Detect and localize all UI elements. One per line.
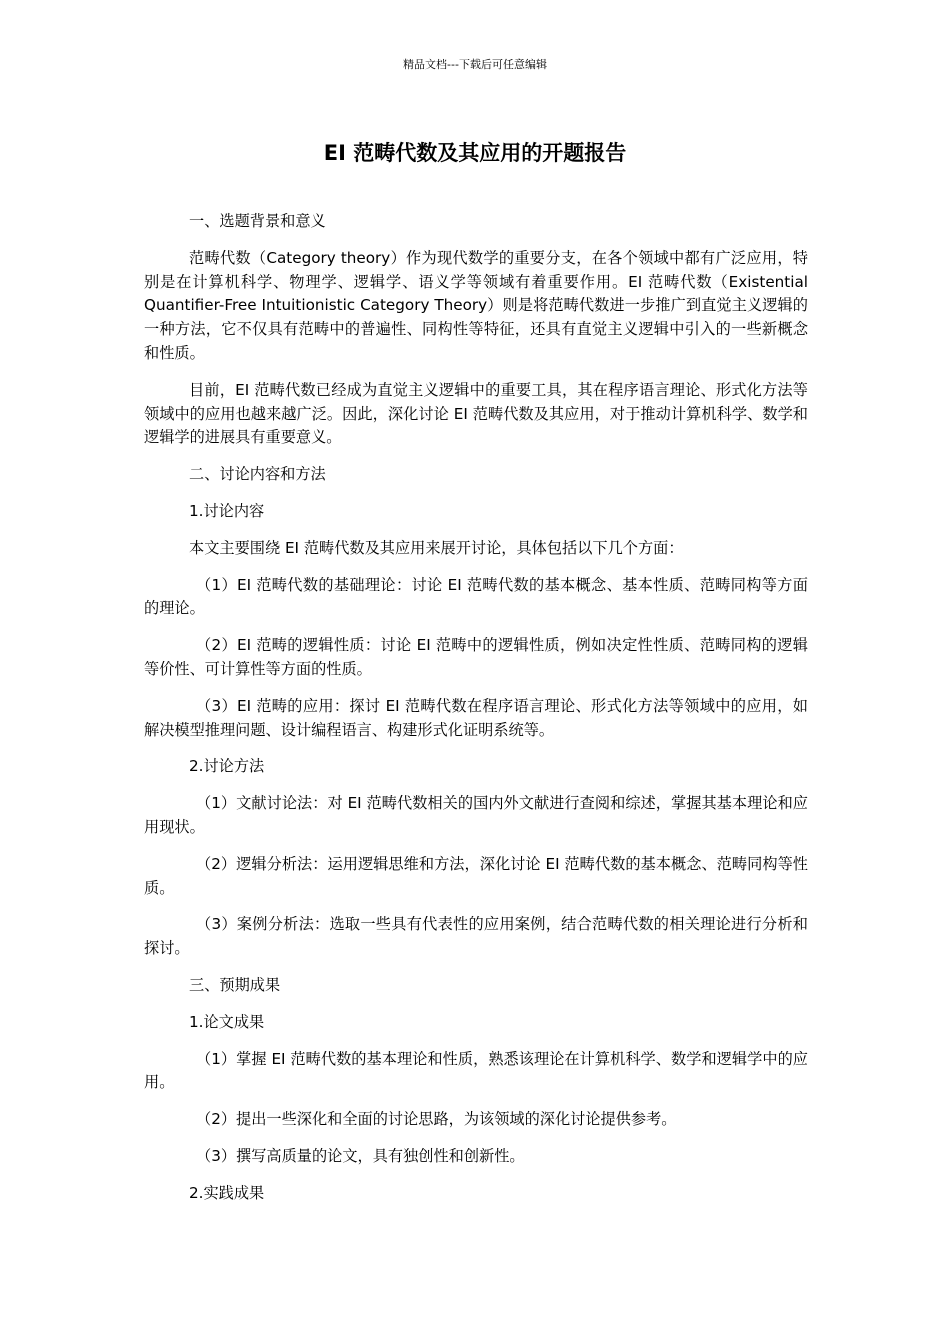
list-item-method-2: （2）逻辑分析法：运用逻辑思维和方法，深化讨论 EI 范畴代数的基本概念、范畴同构等性质。 [144,854,808,897]
subheading-paper-results: 1.论文成果 [189,1012,265,1031]
document-title: EI 范畴代数及其应用的开题报告 [323,141,627,165]
subheading-practice-results: 2.实践成果 [189,1183,265,1202]
document-body [144,210,808,1219]
list-item-content-2: （2）EI 范畴的逻辑性质：讨论 EI 范畴中的逻辑性质，例如决定性性质、范畴同构的逻辑等价性、可计算性等方面的性质。 [144,636,808,678]
list-item-method-3: （3）案例分析法：选取一些具有代表性的应用案例，结合范畴代数的相关理论进行分析和探讨。 [144,915,808,958]
paragraph-content-intro: 本文主要围绕 EI 范畴代数及其应用来展开讨论，具体包括以下几个方面： [189,538,684,557]
list-item-method-1: （1）文献讨论法：对 EI 范畴代数相关的国内外文献进行查阅和综述，掌握其基本理论和应用现状。 [144,794,808,836]
paragraph-background-1: 范畴代数（Category theory）作为现代数学的重要分支，在各个领域中都有广泛应用，特别是在计算机科学、物理学、逻辑学、语义学等领域有着重要作用。EI 范畴代数（Existential Quantifier-Free Intuitionistic Category Theory）则是将范畴代数进一步推广到直觉主义逻辑的一种方法，它不仅具有范畴中的普遍性、同构性等特征，还具有直觉主义逻辑中引入的一些新概念和性质。 [144,248,808,362]
header-note: 精品文档---下载后可任意编辑 [403,58,547,71]
section-heading-expected-results: 三、预期成果 [189,975,281,994]
list-item-result-1: （1）掌握 EI 范畴代数的基本理论和性质，熟悉该理论在计算机科学、数学和逻辑学中的应用。 [144,1049,808,1092]
paragraph-background-2: 目前，EI 范畴代数已经成为直觉主义逻辑中的重要工具，其在程序语言理论、形式化方法等领域中的应用也越来越广泛。因此，深化讨论 EI 范畴代数及其应用，对于推动计算机科学、数学和逻辑学的进展具有重要意义。 [144,380,808,447]
list-item-content-3: （3）EI 范畴的应用：探讨 EI 范畴代数在程序语言理论、形式化方法等领域中的应用，如解决模型推理问题、设计编程语言、构建形式化证明系统等。 [144,696,808,739]
list-item-result-3: （3）撰写高质量的论文，具有独创性和创新性。 [196,1146,525,1165]
subheading-method: 2.讨论方法 [189,757,265,776]
section-heading-content-method: 二、讨论内容和方法 [189,465,326,484]
subheading-content: 1.讨论内容 [189,501,265,520]
list-item-result-2: （2）提出一些深化和全面的讨论思路，为该领域的深化讨论提供参考。 [196,1110,677,1129]
list-item-content-1: （1）EI 范畴代数的基础理论：讨论 EI 范畴代数的基本概念、基本性质、范畴同构等方面的理论。 [144,575,808,618]
section-heading-background: 一、选题背景和意义 [189,212,326,230]
